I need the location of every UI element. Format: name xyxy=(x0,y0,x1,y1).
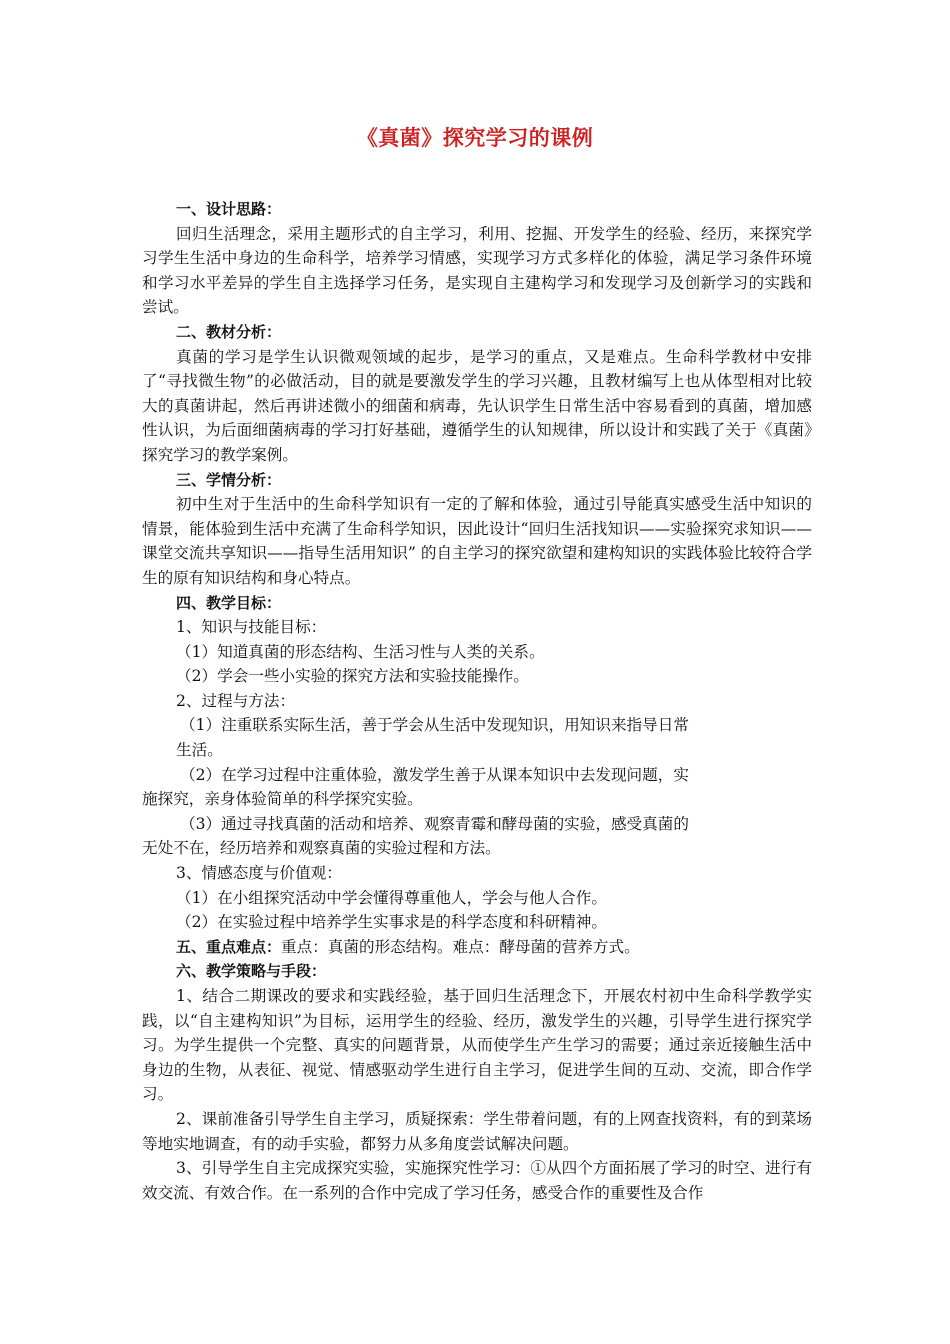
paragraph-strategy-3: 3、引导学生自主完成探究实验，实施探究性学习：①从四个方面拓展了学习的时空、进行有效交流、有效合作。在一系列的合作中完成了学习任务，感受合作的重要性及合作 xyxy=(142,1159,812,1202)
heading-strategies: 六、教学策略与手段： xyxy=(176,962,327,981)
paragraph-strategy-1: 1、结合二期课改的要求和实践经验，基于回归生活理念下，开展农村初中生命科学教学实践，以“自主建构知识”为目标，运用学生的经验、经历，激发学生的兴趣，引导学生进行探究学习。为学生提供一个完整、真实的问题背景，从而使学生产生学习的需要；通过亲近接触生活中身边的生物，从表征、视觉、情感驱动学生进行自主学习，促进学生间的互动、交流，即合作学习。 xyxy=(142,987,812,1104)
goal-item: （2）在实验过程中培养学生实事求是的科学态度和科研精神。 xyxy=(176,913,607,932)
goal-item: （2）学会一些小实验的探究方法和实验技能操作。 xyxy=(176,667,529,686)
goal-item-line: （3）通过寻找真菌的活动和培养、观察青霉和酵母菌的实验，感受真菌的 xyxy=(180,814,689,833)
goal-item-line: （1）注重联系实际生活，善于学会从生活中发现知识，用知识来指导日常 xyxy=(180,716,689,735)
goal-item-line: （2）在学习过程中注重体验，激发学生善于从课本知识中去发现问题，实 xyxy=(180,765,689,784)
heading-student-analysis: 三、学情分析： xyxy=(176,470,282,489)
paragraph-student-analysis: 初中生对于生活中的生命科学知识有一定的了解和体验，通过引导能真实感受生活中知识的情景，能体验到生活中充满了生命科学知识，因此设计“回归生活找知识——实验探究求知识——课堂交流共享知识——指导生活用知识” 的自主学习的探究欲望和建构知识的实践体验比较符合学生的原有知识结构和身心特点。 xyxy=(142,495,812,587)
goal-item-line: 生活。 xyxy=(176,741,223,760)
heading-key-points xyxy=(142,935,812,960)
document-title: 《真菌》探究学习的课例 xyxy=(356,126,594,150)
paragraph-strategy-2: 2、课前准备引导学生自主学习，质疑探索：学生带着问题，有的上网查找资料，有的到菜场等地实地调查，有的动手实验，都努力从多角度尝试解决问题。 xyxy=(142,1109,812,1153)
goal-item-line: 施探究，亲身体验简单的科学探究实验。 xyxy=(142,790,423,809)
heading-textbook-analysis: 二、教材分析： xyxy=(176,322,282,341)
key-points-text: 重点：真菌的形态结构。难点：酵母菌的营养方式。 xyxy=(281,937,640,956)
goal-item: （1）知道真菌的形态结构、生活习性与人类的关系。 xyxy=(176,642,545,661)
goal-item: （1）在小组探究活动中学会懂得尊重他人，学会与他人合作。 xyxy=(176,888,607,907)
heading-teaching-goals: 四、教学目标： xyxy=(176,593,282,612)
document-body xyxy=(142,197,812,1205)
goal-knowledge-skills: 1、知识与技能目标： xyxy=(176,618,327,637)
heading-design-ideas: 一、设计思路： xyxy=(176,200,282,218)
goal-attitude-values: 3、情感态度与价值观： xyxy=(176,864,342,883)
goal-process-method: 2、过程与方法： xyxy=(176,691,296,710)
paragraph-design-ideas: 回归生活理念，采用主题形式的自主学习，利用、挖掘、开发学生的经验、经历，来探究学习学生生活中身边的生命科学，培养学习情感，实现学习方式多样化的体验，满足学习条件环境和学习水平差异的学生自主选择学习任务，是实现自主建构学习和发现学习及创新学习的实践和尝试。 xyxy=(142,224,812,317)
heading-key-points-label: 五、重点难点： xyxy=(176,937,282,956)
goal-item-line: 无处不在，经历培养和观察真菌的实验过程和方法。 xyxy=(142,839,501,858)
paragraph-textbook-analysis: 真菌的学习是学生认识微观领域的起步，是学习的重点，又是难点。生命科学教材中安排了“寻找微生物”的必做活动，目的就是要激发学生的学习兴趣，且教材编写上也从体型相对比较大的真菌讲起，然后再讲述微小的细菌和病毒，先认识学生日常生活中容易看到的真菌，增加感性认识，为后面细菌病毒的学习打好基础，遵循学生的认知规律，所以设计和实践了关于《真菌》探究学习的教学案例。 xyxy=(142,347,812,464)
